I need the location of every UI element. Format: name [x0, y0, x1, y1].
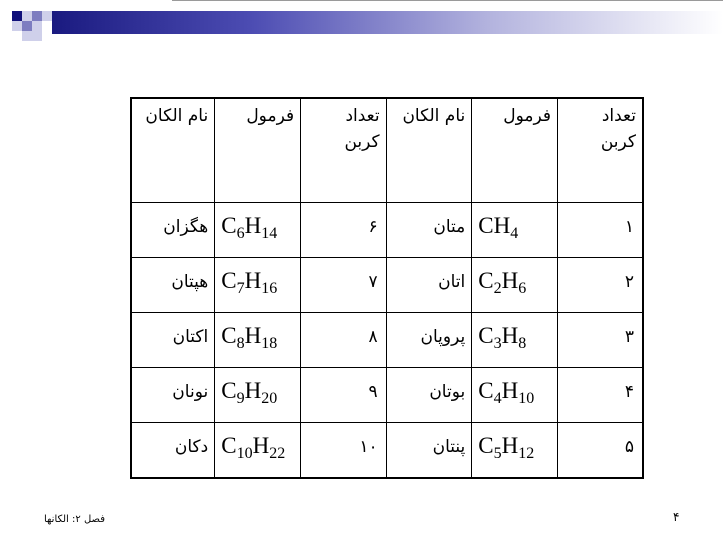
decor-square — [32, 31, 42, 41]
formula: $C_6H_{14}$ — [215, 202, 301, 257]
table-header-row — [131, 98, 643, 202]
decor-square — [12, 21, 22, 31]
formula: $C_5H_{12}$ — [472, 423, 558, 478]
alkanes-table — [130, 97, 644, 479]
alkane-name: دکان — [131, 423, 215, 478]
carbon-count: ۶ — [301, 202, 387, 257]
decor-square — [22, 11, 32, 21]
formula: $C_9H_{20}$ — [215, 368, 301, 423]
alkane-name: پنتان — [386, 423, 472, 478]
formula: $CH_4$ — [472, 202, 558, 257]
header-alkane-name: نام الکان — [386, 98, 472, 202]
table-row — [131, 368, 643, 423]
decor-square — [12, 11, 22, 21]
decor-square — [32, 11, 42, 21]
footer-chapter-title: فصل ۲: الکانها — [44, 514, 105, 525]
top-rule — [172, 0, 723, 1]
header-formula: فرمول — [215, 98, 301, 202]
formula: $C_8H_{18}$ — [215, 313, 301, 368]
alkane-name: پروپان — [386, 313, 472, 368]
header-carbon-count: تعداد کربن — [301, 98, 387, 202]
alkane-name: اکتان — [131, 313, 215, 368]
decor-square — [22, 21, 32, 31]
alkane-name: اتان — [386, 257, 472, 312]
decor-square — [22, 31, 32, 41]
header-alkane-name: نام الکان — [131, 98, 215, 202]
table-row — [131, 313, 643, 368]
table-row — [131, 423, 643, 478]
formula: $C_3H_8$ — [472, 313, 558, 368]
alkane-name: متان — [386, 202, 472, 257]
header-formula: فرمول — [472, 98, 558, 202]
carbon-count: ۱۰ — [301, 423, 387, 478]
carbon-count: ۸ — [301, 313, 387, 368]
formula: $C_2H_6$ — [472, 257, 558, 312]
carbon-count: ۷ — [301, 257, 387, 312]
carbon-count: ۴ — [557, 368, 643, 423]
decor-square — [42, 11, 52, 21]
alkane-name: نونان — [131, 368, 215, 423]
carbon-count: ۱ — [557, 202, 643, 257]
carbon-count: ۵ — [557, 423, 643, 478]
page-number: ۴ — [673, 510, 680, 524]
decor-square — [32, 21, 42, 31]
header-carbon-count: تعداد کربن — [557, 98, 643, 202]
table-row — [131, 257, 643, 312]
formula: $C_{10}H_{22}$ — [215, 423, 301, 478]
carbon-count: ۲ — [557, 257, 643, 312]
table-row — [131, 202, 643, 257]
carbon-count: ۹ — [301, 368, 387, 423]
alkane-name: هپتان — [131, 257, 215, 312]
alkane-name: هگزان — [131, 202, 215, 257]
formula: $C_4H_{10}$ — [472, 368, 558, 423]
formula: $C_7H_{16}$ — [215, 257, 301, 312]
alkane-name: بوتان — [386, 368, 472, 423]
carbon-count: ۳ — [557, 313, 643, 368]
header-gradient-bar — [52, 11, 723, 34]
